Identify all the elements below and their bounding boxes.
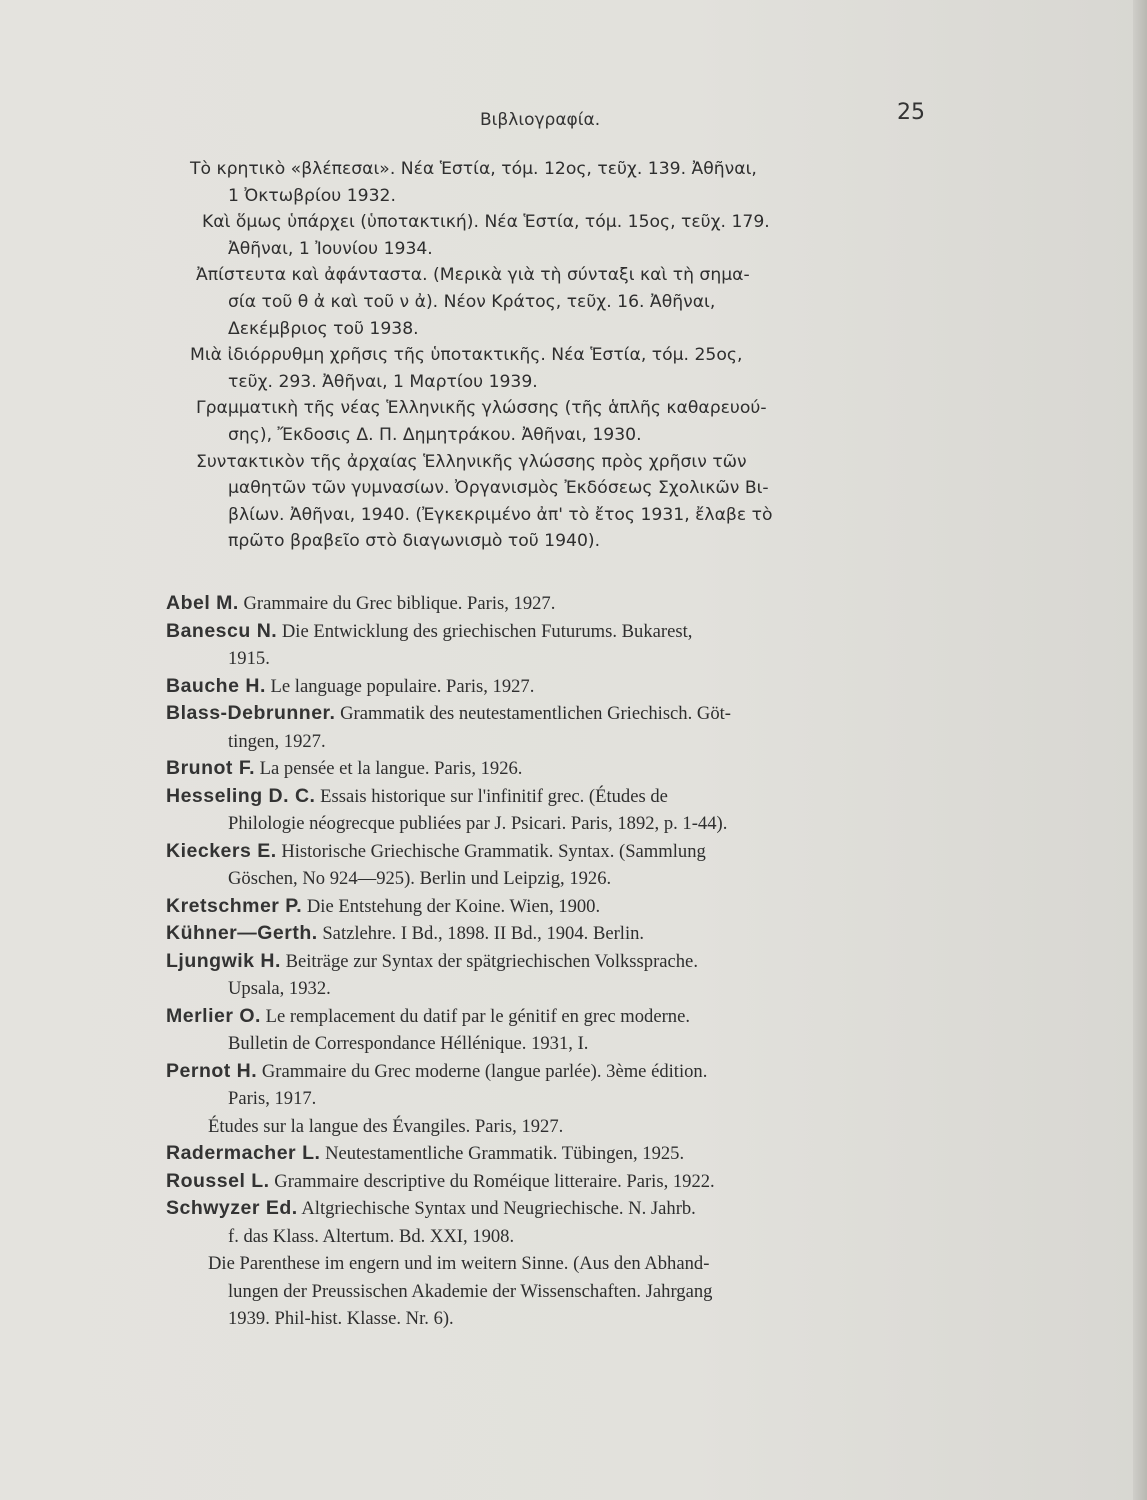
author-name: Blass-Debrunner. [166,702,336,724]
entry-line [166,1003,966,1031]
entry-text: La pensée et la langue. Paris, 1926. [259,758,523,779]
entry-text: Satzlehre. I Bd., 1898. II Bd., 1904. Berlin. [322,923,645,944]
entry-line [166,920,966,948]
entry-line: Upsala, 1932. [228,978,331,999]
entry-line [166,1140,966,1168]
entry-line: 1 Ὀκτωβρίου 1932. [228,185,396,206]
entry-line [166,1250,966,1278]
entry-line: πρῶτο βραβεῖο στὸ διαγωνισμὸ τοῦ 1940). [228,531,601,552]
entry-text: Die Entstehung der Koine. Wien, 1900. [306,895,601,917]
latin-bibliography-list [166,590,966,1333]
entry-line [166,893,966,921]
latin-bibliography-entry [166,673,966,701]
entry-text: Historische Griechische Grammatik. Syntax. (Sammlung [281,840,706,862]
greek-bibliography-list [190,156,950,555]
entry-line [166,673,966,701]
entry-line [166,948,966,976]
entry-line: Bulletin de Correspondance Héllénique. 1931, I. [228,1033,589,1054]
entry-line: Γραμματικὴ τῆς νέας Ἑλληνικῆς γλώσσης (τῆς ἁπλῆς καθαρευού- [196,398,767,419]
latin-bibliography-entry [166,893,966,921]
entry-line: lungen der Preussischen Akademie der Wissenschaften. Jahrgang [228,1280,713,1302]
latin-bibliography-entry [166,618,966,673]
latin-bibliography-entry [166,783,966,838]
entry-line: Göschen, No 924—925). Berlin und Leipzig, 1926. [228,868,612,889]
entry-text: Grammaire descriptive du Roméique litteraire. Paris, 1922. [274,1170,715,1192]
entry-text: Altgriechische Syntax und Neugriechische. N. Jahrb. [301,1198,696,1219]
author-name: Kretschmer P. [166,894,303,917]
entry-line: μαθητῶν τῶν γυμνασίων. Ὀργανισμὸς Ἐκδόσεως Σχολικῶν Βι- [228,478,769,499]
author-name: Schwyzer Ed. [166,1197,298,1219]
latin-bibliography-entry [166,838,966,893]
author-name: Merlier O. [166,1004,261,1027]
latin-bibliography-entry [166,755,966,783]
author-name: Brunot F. [166,757,255,779]
entry-line [166,1113,966,1141]
entry-line [166,590,966,618]
entry-line: βλίων. Ἀθῆναι, 1940. (Ἐγκεκριμένο ἀπ' τὸ ἔτος 1931, ἔλαβε τὸ [228,504,773,525]
entry-line [166,618,966,646]
entry-line: Δεκέμβριος τοῦ 1938. [228,318,419,339]
page-edge [1133,0,1147,1500]
entry-text: Die Entwicklung des griechischen Futurums. Bukarest, [281,620,693,642]
latin-bibliography-entry [166,1140,966,1168]
author-name: Pernot H. [166,1059,258,1082]
entry-line [166,1058,966,1086]
entry-line [166,1195,966,1223]
entry-text: Neutestamentliche Grammatik. Tübingen, 1925. [325,1143,685,1164]
entry-line: Καὶ ὅμως ὑπάρχει (ὑποτακτική). Νέα Ἑστία, τόμ. 15ος, τεῦχ. 179. [202,212,770,233]
latin-bibliography-entry [166,1195,966,1250]
entry-line: Τὸ κρητικὸ «βλέπεσαι». Νέα Ἑστία, τόμ. 12ος, τεῦχ. 139. Ἀθῆναι, [190,159,757,179]
entry-text: Beiträge zur Syntax der spätgriechischen Volkssprache. [285,950,698,972]
greek-bibliography-entry [190,342,950,395]
entry-line: 1915. [228,648,270,669]
entry-line [166,755,966,783]
entry-line [166,783,966,811]
entry-line: σία τοῦ θ ἀ καὶ τοῦ ν ἀ). Νέον Κράτος, τεῦχ. 16. Ἀθῆναι, [228,291,716,312]
author-name: Kühner—Gerth. [166,922,318,944]
author-name: Banescu N. [166,619,278,642]
entry-line [166,838,966,866]
entry-line: σης), Ἔκδοσις Δ. Π. Δημητράκου. Ἀθῆναι, 1930. [228,424,642,445]
latin-bibliography-entry [166,1250,966,1333]
entry-line: Μιὰ ἰδιόρρυθμη χρῆσις τῆς ὑποτακτικῆς. Νέα Ἑστία, τόμ. 25ος, [190,345,743,366]
entry-line: Ἀθῆναι, 1 Ἰουνίου 1934. [228,238,433,259]
entry-line [166,700,966,728]
running-header-title: Βιβλιογραφία. [480,110,601,130]
author-name: Hesseling D. C. [166,784,316,807]
entry-line: Ἀπίστευτα καὶ ἀφάνταστα. (Μερικὰ γιὰ τὴ σύνταξι καὶ τὴ σημα- [196,265,750,286]
latin-bibliography-entry [166,700,966,755]
entry-text: Grammaire du Grec moderne (langue parlée). 3ème édition. [261,1060,708,1082]
entry-line: tingen, 1927. [228,730,326,752]
author-name: Ljungwik H. [166,949,281,972]
entry-text: Grammaire du Grec biblique. Paris, 1927. [243,593,556,614]
greek-bibliography-entry [190,395,950,448]
latin-bibliography-entry [166,920,966,948]
author-name: Kieckers E. [166,839,277,862]
entry-line: f. das Klass. Altertum. Bd. XXI, 1908. [228,1225,515,1247]
latin-bibliography-entry [166,1113,966,1141]
latin-bibliography-entry [166,1168,966,1196]
author-name: Radermacher L. [166,1142,321,1164]
latin-bibliography-entry [166,1058,966,1113]
greek-bibliography-entry [190,209,950,262]
greek-bibliography-entry [190,449,950,555]
entry-text: Le remplacement du datif par le génitif en grec moderne. [265,1005,690,1027]
entry-text: Études sur la langue des Évangiles. Paris, 1927. [208,1115,564,1137]
entry-line: Συντακτικὸν τῆς ἀρχαίας Ἑλληνικῆς γλώσσης πρὸς χρῆσιν τῶν [196,451,747,472]
entry-text: Le language populaire. Paris, 1927. [270,675,535,697]
entry-text: Essais historique sur l'infinitif grec. (Études de [320,785,668,807]
latin-bibliography-entry [166,1003,966,1058]
entry-line: Philologie néogrecque publiées par J. Psicari. Paris, 1892, p. 1-44). [228,813,728,834]
page-number: 25 [897,100,925,125]
latin-bibliography-entry [166,948,966,1003]
author-name: Abel M. [166,592,239,614]
entry-text: Die Parenthese im engern und im weitern Sinne. (Aus den Abhand- [208,1253,710,1274]
entry-line: 1939. Phil-hist. Klasse. Nr. 6). [228,1308,454,1329]
greek-bibliography-entry [190,262,950,342]
author-name: Roussel L. [166,1169,270,1192]
author-name: Bauche H. [166,674,266,697]
entry-text: Grammatik des neutestamentlichen Griechisch. Göt- [340,703,731,724]
entry-line: Paris, 1917. [228,1088,317,1109]
greek-bibliography-entry [190,156,950,209]
latin-bibliography-entry [166,590,966,618]
entry-line: τεῦχ. 293. Ἀθῆναι, 1 Μαρτίου 1939. [228,371,538,392]
entry-line [166,1168,966,1196]
